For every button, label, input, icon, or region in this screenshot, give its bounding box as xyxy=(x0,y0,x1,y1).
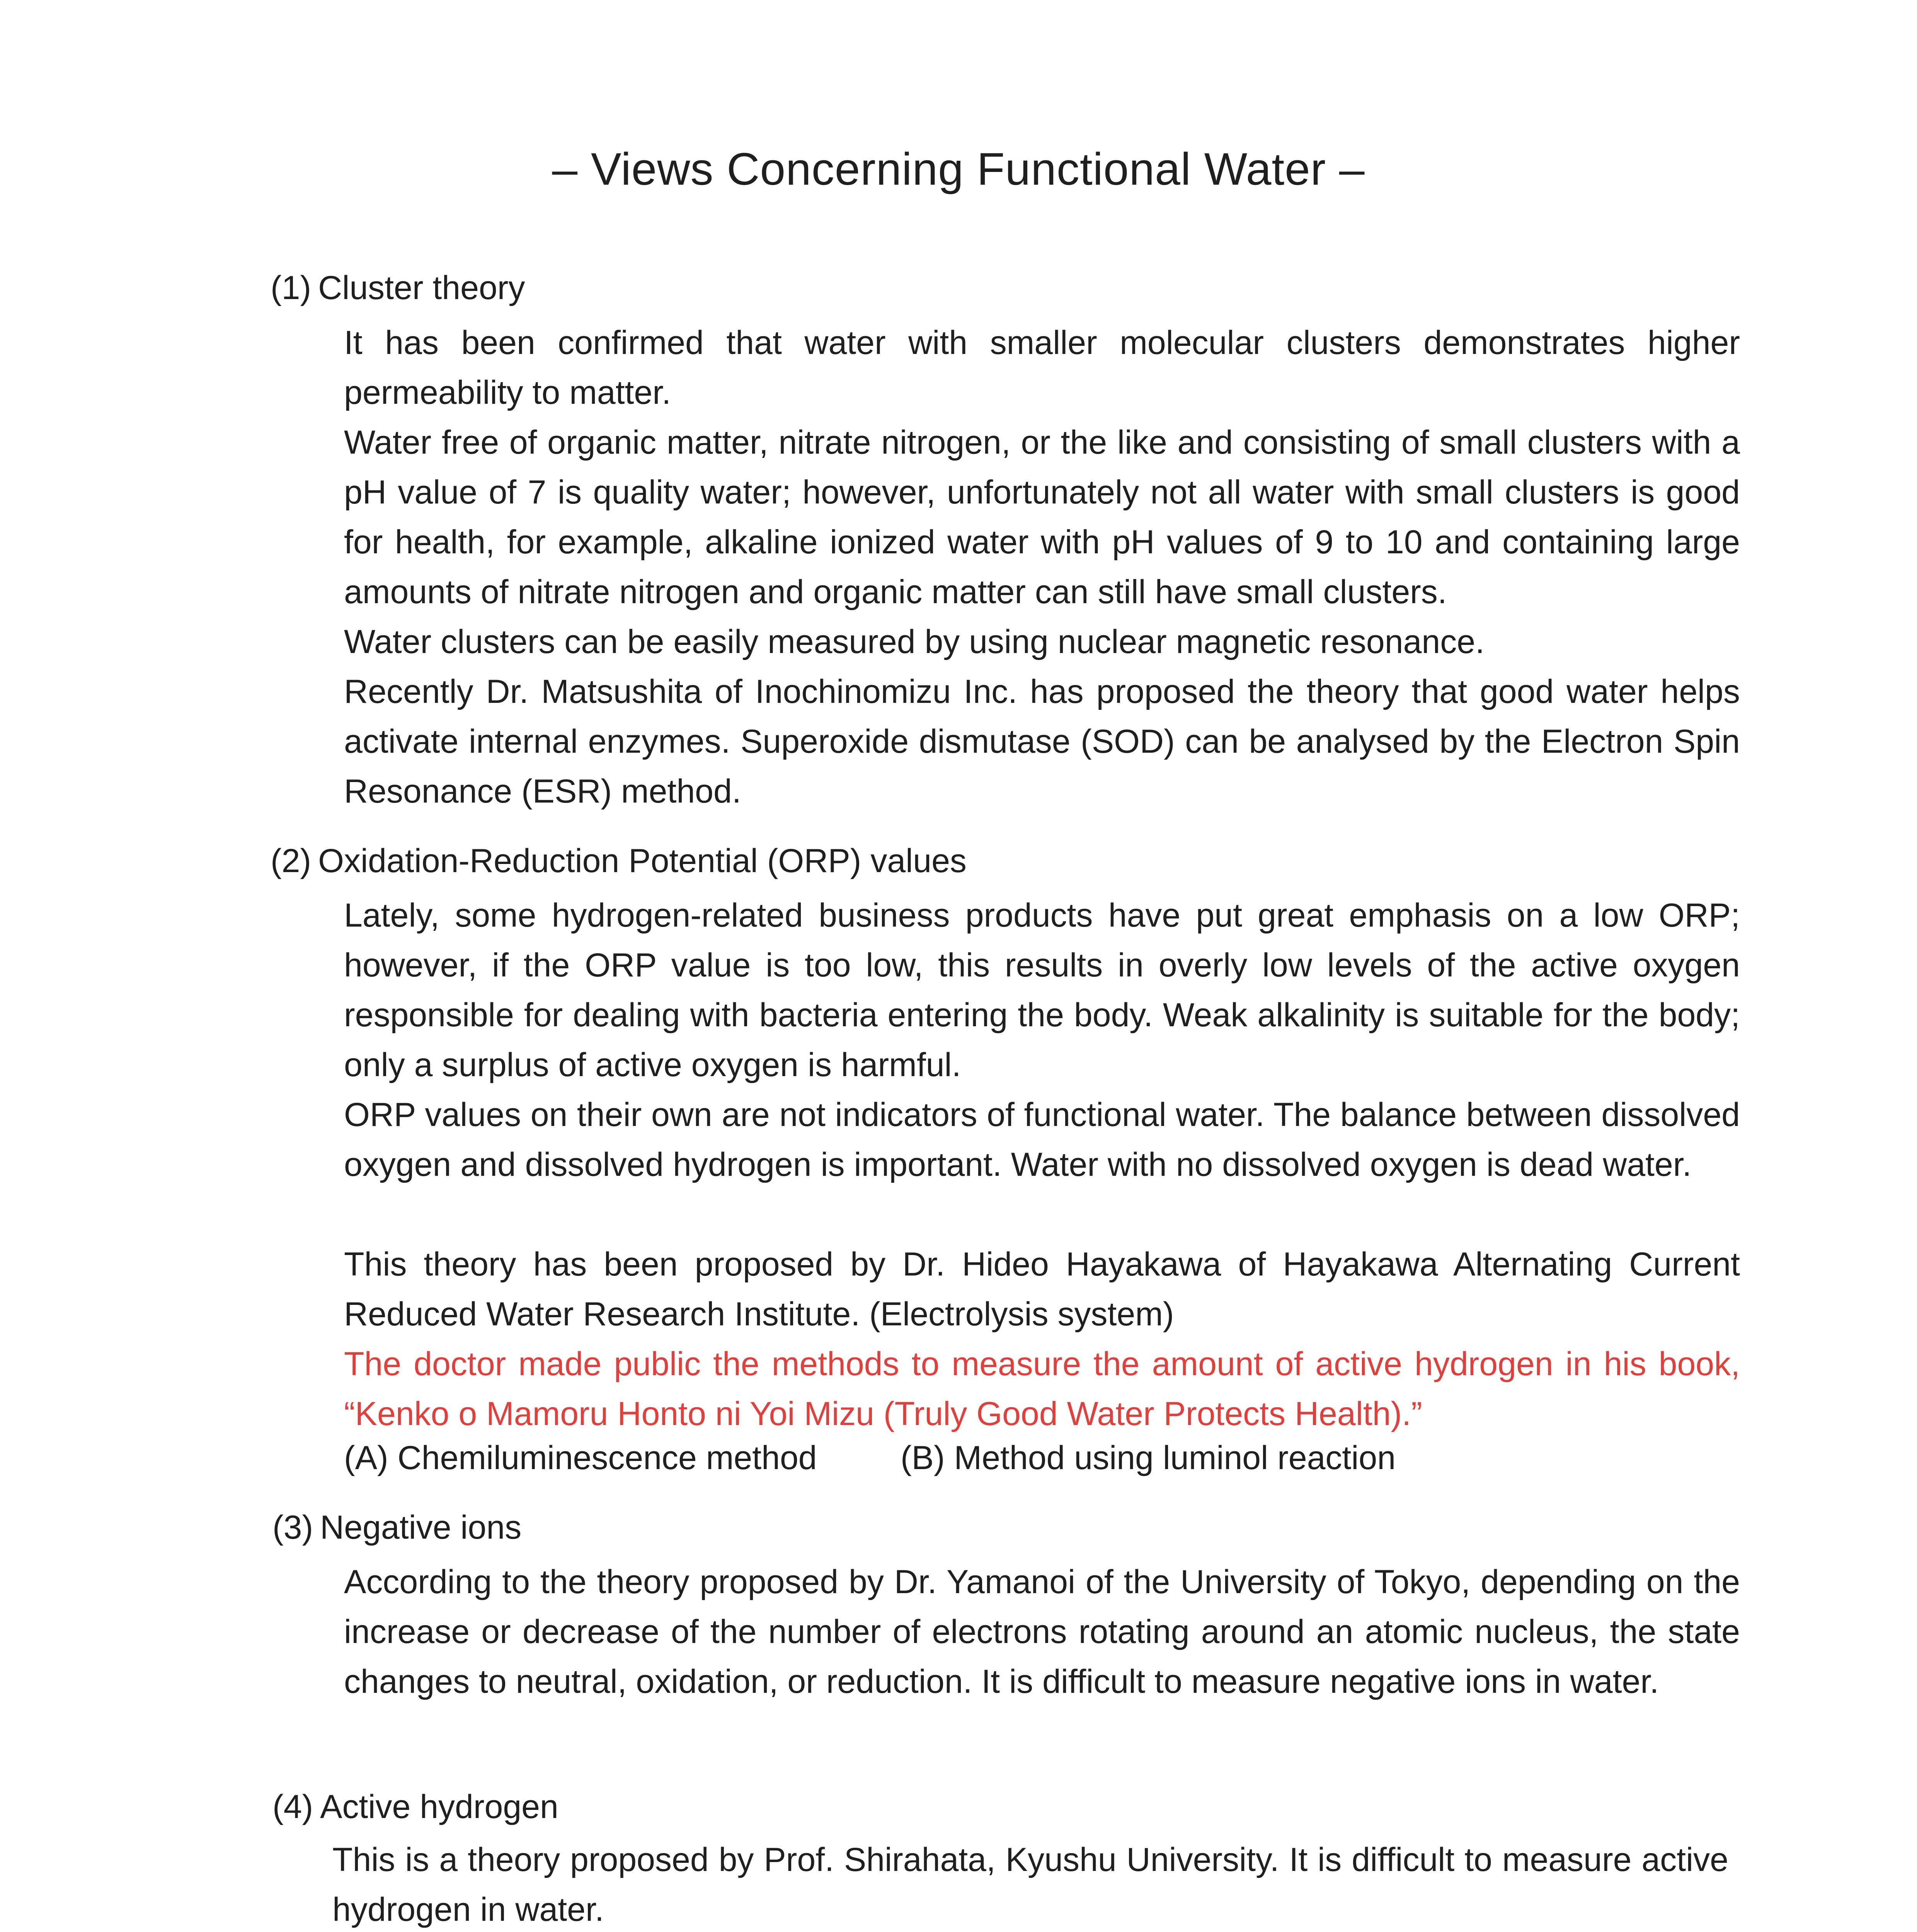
method-b: (B) Method using luminol reaction xyxy=(901,1439,1396,1476)
section-2-number: (2) xyxy=(271,842,312,879)
section-4-paragraph-1: This is a theory proposed by Prof. Shirahata, Kyushu University. It is difficult to measure active hydrogen in water. xyxy=(332,1841,1728,1928)
section-1-heading xyxy=(271,271,525,304)
section-4-title: Active hydrogen xyxy=(320,1788,558,1825)
section-4-number: (4) xyxy=(272,1788,313,1825)
section-1-paragraph-4: Recently Dr. Matsushita of Inochinomizu Inc. has proposed the theory that good water helps activate internal enzymes. Superoxide dismutase (SOD) can be analysed by the Electron Spin Resonance (ESR) method. xyxy=(344,673,1740,810)
section-2-paragraph-2: ORP values on their own are not indicators of functional water. The balance between dissolved oxygen and dissolved hydrogen is important. Water with no dissolved oxygen is dead water. xyxy=(344,1096,1740,1183)
section-2-title: Oxidation-Reduction Potential (ORP) values xyxy=(318,842,967,879)
section-3-title: Negative ions xyxy=(320,1509,522,1546)
section-3-heading xyxy=(272,1511,521,1544)
section-1-title: Cluster theory xyxy=(318,269,525,306)
section-1-paragraph-1: It has been confirmed that water with smaller molecular clusters demonstrates higher permeability to matter. xyxy=(344,324,1740,411)
page-title: – Views Concerning Functional Water – xyxy=(552,144,1365,195)
section-4-heading xyxy=(272,1790,558,1823)
section-1-paragraph-3: Water clusters can be easily measured by using nuclear magnetic resonance. xyxy=(344,623,1485,660)
method-a: (A) Chemiluminescence method xyxy=(344,1439,817,1476)
section-2-heading xyxy=(271,844,967,878)
section-2-paragraph-1: Lately, some hydrogen-related business products have put great emphasis on a low ORP; however, if the ORP value is too low, this results in overly low levels of the active oxygen responsible for dealing with bacteria entering the body. Weak alkalinity is suitable for the body; only a surplus of active oxygen is harmful. xyxy=(344,897,1740,1083)
section-1-paragraph-2: Water free of organic matter, nitrate nitrogen, or the like and consisting of small clusters with a pH value of 7 is quality water; however, unfortunately not all water with small clusters is good for health, for example, alkaline ionized water with pH values of 9 to 10 and containing large amounts of nitrate nitrogen and organic matter can still have small clusters. xyxy=(344,424,1740,611)
section-1-number: (1) xyxy=(271,269,312,306)
section-2-paragraph-3: This theory has been proposed by Dr. Hideo Hayakawa of Hayakawa Alternating Current Reduced Water Research Institute. (Electrolysis system) xyxy=(344,1246,1740,1333)
section-3-paragraph-1: According to the theory proposed by Dr. Yamanoi of the University of Tokyo, depending on the increase or decrease of the number of electrons rotating around an atomic nucleus, the state changes to neutral, oxidation, or reduction. It is difficult to measure negative ions in water. xyxy=(344,1563,1740,1700)
section-2-red-note: The doctor made public the methods to measure the amount of active hydrogen in his book, “Kenko o Mamoru Honto ni Yoi Mizu (Truly Good Water Protects Health).” xyxy=(344,1345,1740,1432)
section-3-number: (3) xyxy=(272,1509,313,1546)
